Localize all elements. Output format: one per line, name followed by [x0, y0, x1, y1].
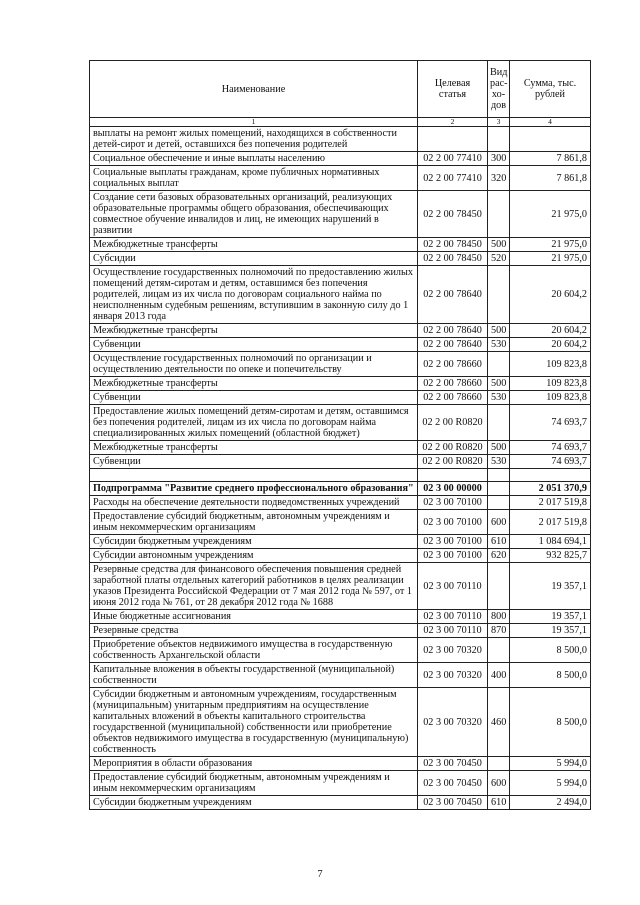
cell-sum: 8 500,0: [510, 638, 591, 663]
cell-name: Подпрограмма "Развитие среднего профессионального образования": [90, 482, 418, 496]
cell-name: Межбюджетные трансферты: [90, 324, 418, 338]
table-row: [90, 510, 591, 535]
cell-type: [488, 638, 510, 663]
table-body: [90, 61, 591, 810]
header-code: Целевая статья: [418, 61, 488, 118]
cell-sum: 5 994,0: [510, 771, 591, 796]
cell-code: 02 3 00 70100: [418, 510, 488, 535]
table-row: [90, 338, 591, 352]
cell-type: 500: [488, 377, 510, 391]
table-row: [90, 563, 591, 610]
cell-code: 02 2 00 78640: [418, 338, 488, 352]
cell-code: 02 3 00 70100: [418, 535, 488, 549]
cell-sum: 7 861,8: [510, 166, 591, 191]
cell-type: 500: [488, 324, 510, 338]
column-number: 2: [418, 118, 488, 127]
table-row: [90, 482, 591, 496]
cell-type: 610: [488, 796, 510, 810]
cell-name: [90, 469, 418, 482]
cell-sum: 2 494,0: [510, 796, 591, 810]
cell-sum: 2 017 519,8: [510, 496, 591, 510]
cell-name: Субвенции: [90, 391, 418, 405]
table-row: [90, 152, 591, 166]
cell-name: Субсидии бюджетным учреждениям: [90, 796, 418, 810]
cell-name: Приобретение объектов недвижимого имущества в государственную собственность Архангельской области: [90, 638, 418, 663]
cell-code: 02 3 00 70320: [418, 688, 488, 757]
cell-name: Иные бюджетные ассигнования: [90, 610, 418, 624]
cell-type: [488, 563, 510, 610]
cell-code: 02 3 00 70320: [418, 663, 488, 688]
header-name: Наименование: [90, 61, 418, 118]
table-row: [90, 757, 591, 771]
cell-code: [418, 469, 488, 482]
cell-name: Межбюджетные трансферты: [90, 238, 418, 252]
cell-sum: 74 693,7: [510, 441, 591, 455]
cell-sum: 19 357,1: [510, 563, 591, 610]
cell-code: 02 2 00 78450: [418, 238, 488, 252]
cell-type: [488, 191, 510, 238]
cell-name: Субвенции: [90, 455, 418, 469]
table-row: [90, 771, 591, 796]
cell-name: Капитальные вложения в объекты государственной (муниципальной) собственности: [90, 663, 418, 688]
cell-code: 02 3 00 00000: [418, 482, 488, 496]
cell-code: 02 2 00 R0820: [418, 455, 488, 469]
cell-name: Субсидии бюджетным учреждениям: [90, 535, 418, 549]
cell-type: 320: [488, 166, 510, 191]
cell-code: 02 2 00 78450: [418, 252, 488, 266]
cell-name: Социальное обеспечение и иные выплаты населению: [90, 152, 418, 166]
cell-code: 02 2 00 78660: [418, 352, 488, 377]
cell-name: Межбюджетные трансферты: [90, 377, 418, 391]
cell-code: 02 3 00 70450: [418, 796, 488, 810]
cell-type: 520: [488, 252, 510, 266]
cell-sum: 21 975,0: [510, 191, 591, 238]
cell-type: 530: [488, 391, 510, 405]
table-row: [90, 266, 591, 324]
cell-name: Субвенции: [90, 338, 418, 352]
table-row: [90, 391, 591, 405]
cell-type: 600: [488, 510, 510, 535]
cell-code: 02 2 00 78640: [418, 324, 488, 338]
header-type: Вид рас-хо-дов: [488, 61, 510, 118]
table-row: [90, 252, 591, 266]
cell-type: [488, 405, 510, 441]
cell-name: Межбюджетные трансферты: [90, 441, 418, 455]
cell-type: 620: [488, 549, 510, 563]
cell-code: 02 2 00 R0820: [418, 405, 488, 441]
cell-type: [488, 469, 510, 482]
cell-sum: 1 084 694,1: [510, 535, 591, 549]
column-number: 1: [90, 118, 418, 127]
cell-type: 610: [488, 535, 510, 549]
cell-type: 800: [488, 610, 510, 624]
cell-code: 02 3 00 70110: [418, 563, 488, 610]
cell-type: 300: [488, 152, 510, 166]
table-row: [90, 127, 591, 152]
cell-name: Социальные выплаты гражданам, кроме публичных нормативных социальных выплат: [90, 166, 418, 191]
cell-type: 400: [488, 663, 510, 688]
cell-type: [488, 482, 510, 496]
cell-name: Осуществление государственных полномочий по организации и осуществлению деятельности по опеке и попечительству: [90, 352, 418, 377]
table-row: [90, 455, 591, 469]
cell-name: Мероприятия в области образования: [90, 757, 418, 771]
table-row: [90, 324, 591, 338]
cell-sum: [510, 127, 591, 152]
cell-sum: 19 357,1: [510, 624, 591, 638]
cell-code: 02 2 00 78660: [418, 377, 488, 391]
cell-type: 870: [488, 624, 510, 638]
cell-type: [488, 352, 510, 377]
table-row: [90, 549, 591, 563]
cell-type: 530: [488, 338, 510, 352]
cell-code: 02 2 00 78640: [418, 266, 488, 324]
cell-code: 02 2 00 77410: [418, 152, 488, 166]
cell-name: Расходы на обеспечение деятельности подведомственных учреждений: [90, 496, 418, 510]
cell-type: [488, 757, 510, 771]
cell-name: Резервные средства: [90, 624, 418, 638]
cell-type: [488, 127, 510, 152]
table-row: [90, 377, 591, 391]
cell-name: Осуществление государственных полномочий по предоставлению жилых помещений детям-сиротам и детям, оставшимся без попечения родителей, лицам из их числа по договорам социального найма по неисполненным судебным решениям, вступившим в законную силу до 1 января 2013 года: [90, 266, 418, 324]
cell-type: 530: [488, 455, 510, 469]
cell-name: Резервные средства для финансового обеспечения повышения средней заработной платы отдельных категорий работников в целях реализации указов Президента Российской Федерации от 7 мая 2012 года № 597, от 1 июня 2012 года № 761, от 28 декабря 2012 года № 1688: [90, 563, 418, 610]
cell-sum: 7 861,8: [510, 152, 591, 166]
cell-sum: 932 825,7: [510, 549, 591, 563]
cell-code: 02 3 00 70450: [418, 771, 488, 796]
table-row: [90, 166, 591, 191]
table-row: [90, 405, 591, 441]
column-number-row: [90, 118, 591, 127]
cell-name: Предоставление субсидий бюджетным, автономным учреждениям и иным некоммерческим организациям: [90, 771, 418, 796]
column-number: 4: [510, 118, 591, 127]
table-row: [90, 796, 591, 810]
table-row: [90, 352, 591, 377]
cell-sum: 8 500,0: [510, 663, 591, 688]
table-row: [90, 624, 591, 638]
cell-code: 02 2 00 78660: [418, 391, 488, 405]
cell-sum: 109 823,8: [510, 377, 591, 391]
cell-name: Субсидии: [90, 252, 418, 266]
cell-type: 600: [488, 771, 510, 796]
table-row: [90, 441, 591, 455]
cell-name: Создание сети базовых образовательных организаций, реализующих образовательные программы общего образования, обеспечивающих совместное обучение инвалидов и лиц, не имеющих нарушений в развитии: [90, 191, 418, 238]
table-row: [90, 638, 591, 663]
cell-sum: 109 823,8: [510, 352, 591, 377]
cell-sum: 20 604,2: [510, 324, 591, 338]
cell-name: Предоставление субсидий бюджетным, автономным учреждениям и иным некоммерческим организациям: [90, 510, 418, 535]
cell-sum: 109 823,8: [510, 391, 591, 405]
budget-table: [89, 60, 591, 810]
spacer-row: [90, 469, 591, 482]
cell-sum: 74 693,7: [510, 455, 591, 469]
cell-name: Предоставление жилых помещений детям-сиротам и детям, оставшимся без попечения родителей, лицам из их числа по договорам найма специализированных жилых помещений (областной бюджет): [90, 405, 418, 441]
cell-code: 02 3 00 70110: [418, 610, 488, 624]
cell-sum: [510, 469, 591, 482]
cell-sum: 2 051 370,9: [510, 482, 591, 496]
cell-name: Субсидии бюджетным и автономным учреждениям, государственным (муниципальным) унитарным предприятиям на осуществление капитальных вложений в объекты капитального строительства государственной (муниципальной) собственности или приобретение объектов недвижимого имущества в государственную (муниципальную) собственность: [90, 688, 418, 757]
cell-sum: 8 500,0: [510, 688, 591, 757]
cell-code: 02 3 00 70450: [418, 757, 488, 771]
cell-type: 500: [488, 238, 510, 252]
table-row: [90, 663, 591, 688]
cell-code: 02 3 00 70320: [418, 638, 488, 663]
table-row: [90, 191, 591, 238]
table-row: [90, 688, 591, 757]
cell-code: [418, 127, 488, 152]
cell-sum: 21 975,0: [510, 238, 591, 252]
cell-code: 02 2 00 77410: [418, 166, 488, 191]
cell-type: 460: [488, 688, 510, 757]
cell-code: 02 3 00 70110: [418, 624, 488, 638]
cell-sum: 21 975,0: [510, 252, 591, 266]
cell-type: [488, 266, 510, 324]
cell-sum: 5 994,0: [510, 757, 591, 771]
cell-name: Субсидии автономным учреждениям: [90, 549, 418, 563]
cell-code: 02 2 00 R0820: [418, 441, 488, 455]
cell-code: 02 2 00 78450: [418, 191, 488, 238]
cell-type: [488, 496, 510, 510]
cell-code: 02 3 00 70100: [418, 496, 488, 510]
cell-code: 02 3 00 70100: [418, 549, 488, 563]
table-row: [90, 535, 591, 549]
cell-sum: 20 604,2: [510, 338, 591, 352]
cell-sum: 74 693,7: [510, 405, 591, 441]
cell-type: 500: [488, 441, 510, 455]
cell-sum: 2 017 519,8: [510, 510, 591, 535]
cell-name: выплаты на ремонт жилых помещений, находящихся в собственности детей-сирот и детей, оставшихся без попечения родителей: [90, 127, 418, 152]
header-row: [90, 61, 591, 118]
cell-sum: 20 604,2: [510, 266, 591, 324]
table-row: [90, 610, 591, 624]
column-number: 3: [488, 118, 510, 127]
table-row: [90, 496, 591, 510]
table-row: [90, 238, 591, 252]
cell-sum: 19 357,1: [510, 610, 591, 624]
page-number: 7: [317, 869, 323, 880]
header-sum: Сумма, тыс. рублей: [510, 61, 591, 118]
